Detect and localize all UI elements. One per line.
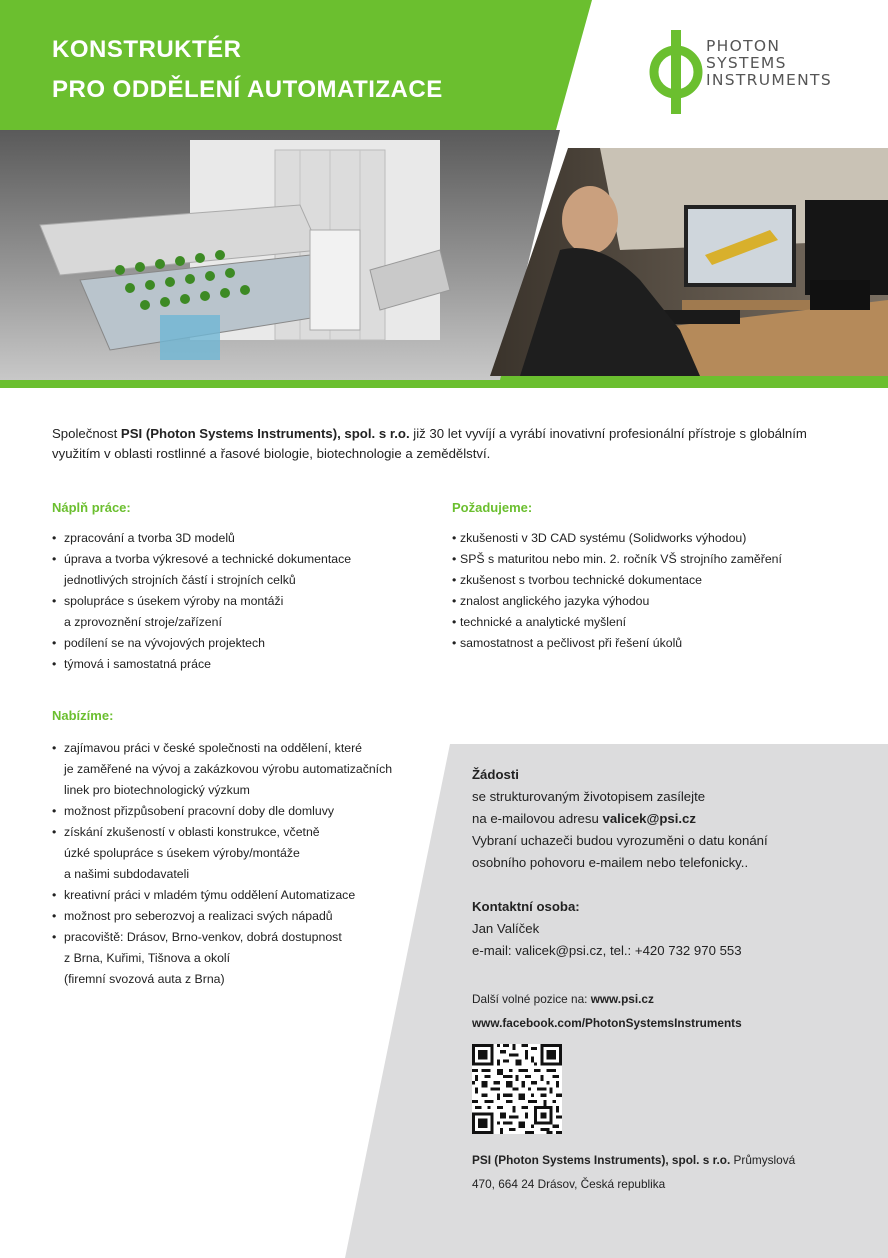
intro-paragraph (52, 424, 842, 464)
application-heading: Žádosti (472, 767, 519, 782)
application-email-link[interactable]: valicek@psi.cz (602, 811, 696, 826)
footer-company-info (472, 1148, 795, 1196)
qr-code-icon[interactable] (472, 1044, 562, 1134)
application-line-2 (472, 808, 768, 830)
list-item: • zajímavou práci v české společnosti na oddělení, které (52, 738, 392, 759)
phi-logo-icon (648, 30, 704, 114)
list-item: • kreativní práci v mladém týmu oddělení Automatizace (52, 885, 392, 906)
list-item: • znalost anglického jazyka výhodou (452, 591, 782, 612)
footer-company-name: PSI (Photon Systems Instruments), spol. s r.o. (472, 1153, 731, 1167)
list-item: • zpracování a tvorba 3D modelů (52, 528, 351, 549)
photo-band (0, 130, 888, 388)
job-description-list (52, 528, 351, 675)
title-line-1: KONSTRUKTÉR (52, 36, 242, 63)
contact-details: e-mail: valicek@psi.cz, tel.: +420 732 970 553 (472, 943, 742, 958)
list-item: • podílení se na vývojových projektech (52, 633, 351, 654)
contact-heading: Kontaktní osoba: (472, 899, 580, 914)
intro-text: již 30 let vyvíjí a vyrábí inovativní profesionální přístroje s globálním využitím v oblasti rostlinné a řasové biologie, biotechnologie a zemědělství. (52, 426, 807, 461)
list-item: a zprovoznění stroje/zařízení (64, 615, 222, 629)
list-item: je zaměřené na vývoj a zakázkovou výrobu automatizačních (64, 762, 393, 776)
company-logo (648, 30, 858, 114)
requirements-list (452, 528, 782, 654)
list-item: úzké spolupráce s úsekem výroby/montáže (64, 846, 300, 860)
engineer-photo-image (490, 148, 888, 376)
footer-address-part-1: Průmyslová (730, 1153, 796, 1167)
facebook-link[interactable]: www.facebook.com/PhotonSystemsInstruments (472, 1016, 742, 1030)
list-item: • spolupráce s úsekem výroby na montáži (52, 591, 351, 612)
footer-line-2: 470, 664 24 Drásov, Česká republika (472, 1177, 666, 1191)
list-item: • pracoviště: Drásov, Brno-venkov, dobrá dostupnost (52, 927, 392, 948)
offer-list (52, 738, 392, 990)
list-item: • týmová i samostatná práce (52, 654, 351, 675)
list-item: • zkušenost s tvorbou technické dokumentace (452, 570, 782, 591)
website-link[interactable]: www.psi.cz (590, 992, 654, 1006)
list-item: • SPŠ s maturitou nebo min. 2. ročník VŠ strojního zaměření (452, 549, 782, 570)
intro-company-name: PSI (Photon Systems Instruments), spol. s r.o. (120, 426, 410, 441)
list-item: • samostatnost a pečlivost při řešení úkolů (452, 633, 782, 654)
list-item: • možnost přizpůsobení pracovní doby dle domluvy (52, 801, 392, 822)
application-line-1: se strukturovaným životopisem zasílejte (472, 789, 706, 804)
intro-prefix: Společnost (52, 426, 121, 441)
automation-render-image (0, 130, 560, 380)
logo-line-photon: PHOTON (706, 37, 781, 55)
contact-name: Jan Valíček (472, 921, 540, 936)
list-item: • získání zkušeností v oblasti konstrukce, včetně (52, 822, 392, 843)
list-item: • zkušenosti v 3D CAD systému (Solidworks výhodou) (452, 528, 782, 549)
application-line-2-prefix: na e-mailovou adresu (472, 811, 603, 826)
offer-heading: Nabízíme: (52, 708, 114, 723)
list-item: jednotlivých strojních částí i strojních celků (64, 573, 296, 587)
list-item: • úprava a tvorba výkresové a technické dokumentace (52, 549, 351, 570)
application-line-3: Vybraní uchazeči budou vyrozuměni o datu konání (472, 833, 768, 848)
positions-line (472, 990, 654, 1008)
logo-line-systems: SYSTEMS (706, 54, 787, 72)
list-item: a našimi subdodavateli (64, 867, 190, 881)
logo-line-instruments: INSTRUMENTS (706, 71, 832, 89)
job-description-heading: Náplň práce: (52, 500, 131, 515)
footer-line-1 (472, 1148, 795, 1172)
list-item: • technické a analytické myšlení (452, 612, 782, 633)
positions-prefix: Další volné pozice na: (472, 992, 591, 1006)
list-item: • možnost pro seberozvoj a realizaci svých nápadů (52, 906, 392, 927)
list-item: linek pro biotechnologický výzkum (64, 783, 250, 797)
logo-text (706, 38, 832, 89)
application-line-4: osobního pohovoru e-mailem nebo telefonicky.. (472, 855, 749, 870)
title-line-2: PRO ODDĚLENÍ AUTOMATIZACE (52, 76, 443, 103)
application-block (472, 764, 768, 962)
requirements-heading: Požadujeme: (452, 500, 533, 515)
page-title (52, 30, 443, 110)
list-item: z Brna, Kuřimi, Tišnova a okolí (64, 951, 231, 965)
list-item: (firemní svozová auta z Brna) (64, 972, 225, 986)
